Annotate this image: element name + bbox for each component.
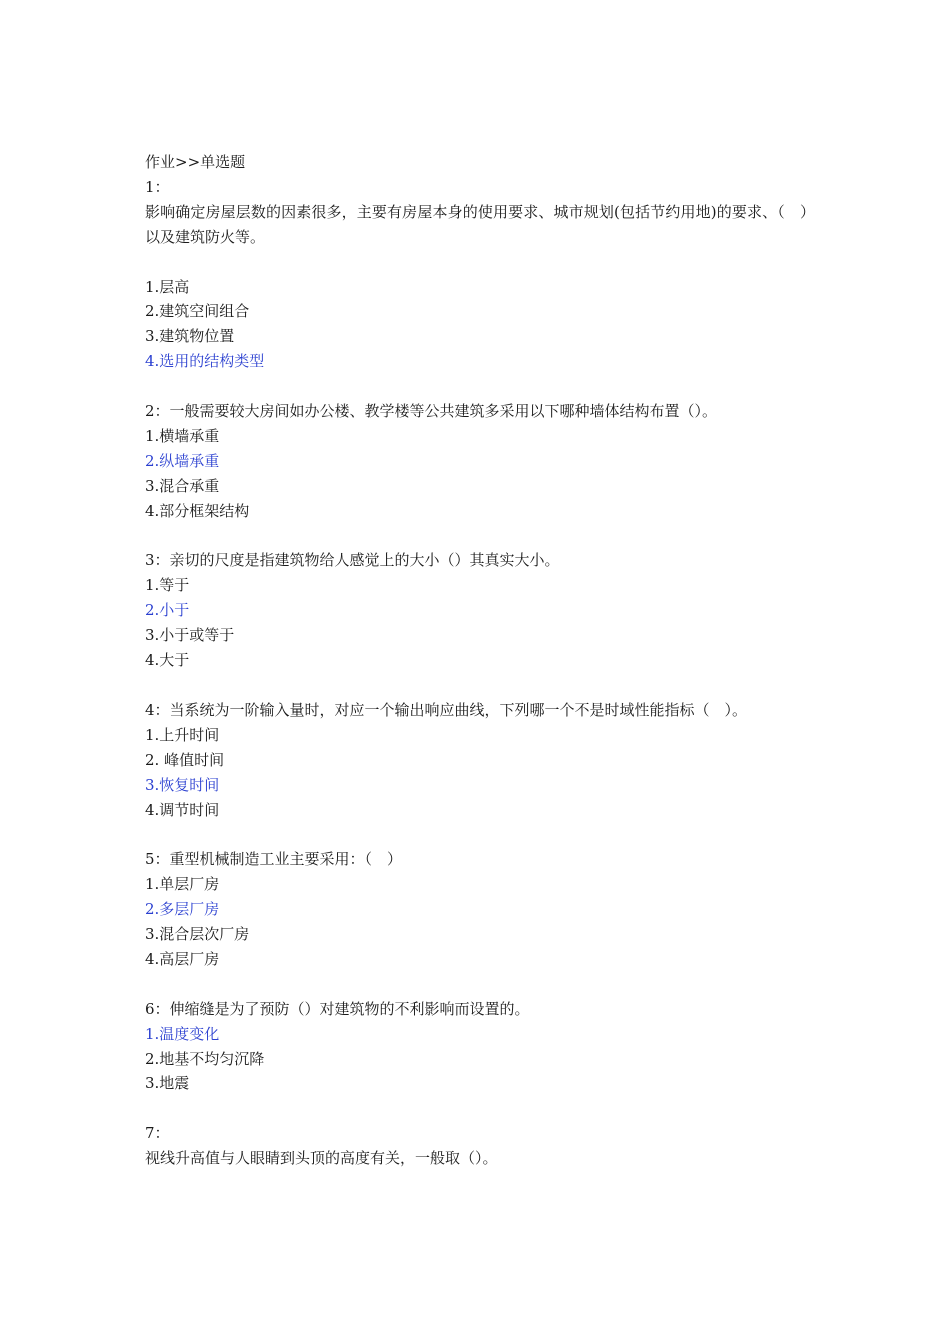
option: 2.建筑空间组合 bbox=[145, 302, 250, 321]
option-answer: 2.多层厂房 bbox=[145, 900, 220, 919]
question-4 bbox=[145, 698, 815, 823]
question-text: 4：当系统为一阶输入量时，对应一个输出响应曲线，下列哪一个不是时域性能指标（ ）。 bbox=[145, 700, 748, 719]
option: 1.上升时间 bbox=[145, 725, 220, 744]
document-page bbox=[145, 150, 815, 1171]
option-answer: 3.恢复时间 bbox=[145, 775, 220, 794]
question-text: 2：一般需要较大房间如办公楼、教学楼等公共建筑多采用以下哪种墙体结构布置（）。 bbox=[145, 402, 718, 421]
option: 3.建筑物位置 bbox=[145, 327, 235, 346]
question-7 bbox=[145, 1121, 815, 1171]
question-text: 6：伸缩缝是为了预防（）对建筑物的不利影响而设置的。 bbox=[145, 999, 530, 1018]
option-answer: 2.小于 bbox=[145, 601, 190, 620]
option: 3.混合层次厂房 bbox=[145, 925, 250, 944]
option: 4.部分框架结构 bbox=[145, 501, 250, 520]
option: 3.混合承重 bbox=[145, 476, 220, 495]
option: 3.小于或等于 bbox=[145, 626, 235, 645]
breadcrumb: 作业>>单选题 bbox=[145, 153, 246, 171]
question-1 bbox=[145, 175, 815, 374]
option-answer: 1.温度变化 bbox=[145, 1024, 220, 1043]
question-2 bbox=[145, 399, 815, 524]
option: 1.等于 bbox=[145, 576, 190, 595]
spacer bbox=[145, 972, 815, 997]
option-answer: 4.选用的结构类型 bbox=[145, 352, 265, 371]
option: 1.单层厂房 bbox=[145, 875, 220, 894]
spacer bbox=[145, 673, 815, 698]
question-3 bbox=[145, 548, 815, 673]
option: 1.层高 bbox=[145, 277, 190, 296]
option: 1.横墙承重 bbox=[145, 426, 220, 445]
question-text: 5：重型机械制造工业主要采用：（ ） bbox=[145, 850, 403, 869]
option: 3.地震 bbox=[145, 1074, 190, 1093]
option: 4.调节时间 bbox=[145, 800, 220, 819]
spacer bbox=[145, 250, 815, 275]
option: 2. 峰值时间 bbox=[145, 750, 225, 769]
question-text: 3：亲切的尺度是指建筑物给人感觉上的大小（）其真实大小。 bbox=[145, 551, 560, 570]
option: 2.地基不均匀沉降 bbox=[145, 1049, 265, 1068]
spacer bbox=[145, 1096, 815, 1121]
question-number: 1： bbox=[145, 177, 170, 196]
option: 4.大于 bbox=[145, 651, 190, 670]
question-5 bbox=[145, 847, 815, 972]
question-text: 视线升高值与人眼睛到头顶的高度有关，一般取（）。 bbox=[145, 1149, 498, 1168]
spacer bbox=[145, 524, 815, 549]
option-answer: 2.纵墙承重 bbox=[145, 451, 220, 470]
question-text: 影响确定房屋层数的因素很多，主要有房屋本身的使用要求、城市规划(包括节约用地)的要求、（ ）以及建筑防火等。 bbox=[145, 202, 815, 246]
question-number: 7： bbox=[145, 1124, 170, 1143]
spacer bbox=[145, 374, 815, 399]
spacer bbox=[145, 822, 815, 847]
question-6 bbox=[145, 997, 815, 1097]
option: 4.高层厂房 bbox=[145, 949, 220, 968]
